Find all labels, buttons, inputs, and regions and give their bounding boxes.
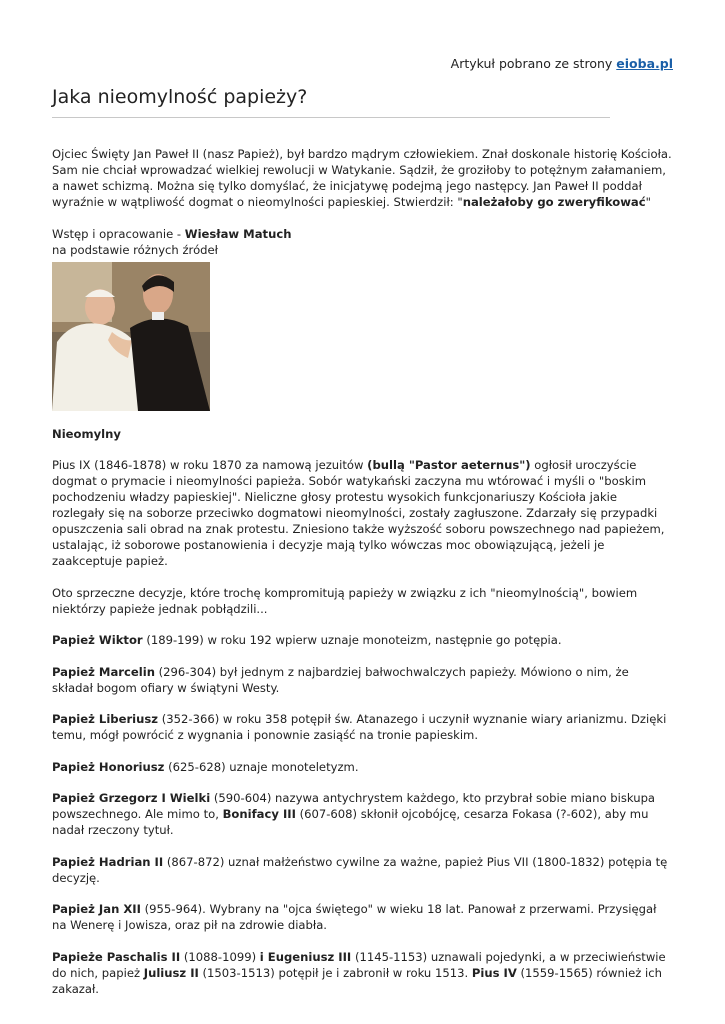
source-link[interactable]: eioba.pl [616, 56, 673, 71]
intro-paragraph: Ojciec Święty Jan Paweł II (nasz Papież), był bardzo mądrym człowiekiem. Znał doskonale historię Kościoła. Sam nie chciał wprowadzać wielkiej rewolucji w Watykanie. Sądził, że groziłoby to potężnym załamaniem, a nawet schizmą. Można się tylko domyślać, że inicjatywę podejmą jego następcy. Jan Paweł II poddał wyraźnie w wątpliwość dogmat o nieomylności papieskiej. Stwierdził: "należałoby go zweryfikować" [52, 147, 672, 209]
credits-sources: na podstawie różnych źródeł [52, 242, 218, 257]
source-note [451, 56, 673, 71]
section-heading: Nieomylny [52, 426, 121, 441]
contradictions-paragraph: Oto sprzeczne decyzje, które trochę kompromitują papieży w związku z ich "nieomylnością", bowiem niektórzy papieże jednak pobłądzili... [52, 585, 638, 616]
article-body [52, 146, 672, 1012]
credits-label: Wstęp i opracowanie - [52, 226, 185, 241]
title-divider [52, 117, 610, 118]
pope-entry-honoriusz: Papież Honoriusz (625-628) uznaje monoteletyzm. [52, 759, 359, 774]
author-name: Wiesław Matuch [184, 226, 292, 241]
pius-paragraph: Pius IX (1846-1878) w roku 1870 za namową jezuitów (bullą "Pastor aeternus") ogłosił uroczyście dogmat o prymacie i nieomylności papieża. Sobór watykański zaczyna mu wtórować i myśli o "boskim pochodzeniu władzy papieskiej". Nieliczne głosy protestu wysokich funkcjonariuszy Kościoła jakie rozlegały się na soborze przeciwko dogmatowi nieomylności, zostały zagłuszone. Zdarzały się przypadki opuszczenia sali obrad na znak protestu. Zniesiono także wyższość soboru powszechnego nad papieżem, ustalając, iż soborowe postanowienia i decyzje mają tylko wówczas moc obowiązującą, jeżeli je zaakceptuje papież. [52, 458, 665, 568]
pope-entry-marcelin: Papież Marcelin (296-304) był jednym z najbardziej bałwochwalczych papieży. Mówiono o nim, że składał bogom ofiary w świątyni Westy. [52, 664, 629, 695]
pope-entry-hadrian: Papież Hadrian II (867-872) uznał małżeństwo cywilne za ważne, papież Pius VII (1800-1832) potępia tę decyzję. [52, 854, 668, 885]
source-prefix: Artykuł pobrano ze strony [450, 56, 613, 71]
pope-entry-grzegorz: Papież Grzegorz I Wielki (590-604) nazywa antychrystem każdego, kto przybrał sobie miano biskupa powszechnego. Ale mimo to, Bonifacy III (607-608) skłonił ojcobójcę, cesarza Fokasa (?-602), aby mu nadał rzeczony tytuł. [52, 791, 656, 837]
pope-entry-jan: Papież Jan XII (955-964). Wybrany na "ojca świętego" w wieku 18 lat. Panował z przerwami. Przysięgał na Wenerę i Jowisza, oraz pił na zdrowie diabła. [52, 902, 657, 932]
pope-entry-liberiusz: Papież Liberiusz (352-366) w roku 358 potępił św. Atanazego i uczynił wyznanie wiary arianizmu. Dzięki temu, mógł powrócić z wygnania i ponownie zasiąść na tronie papieskim. [52, 712, 667, 742]
intro-quote: należałoby go zweryfikować [462, 195, 646, 209]
credits [52, 226, 672, 258]
page-title: Jaka nieomylność papieży? [52, 86, 308, 108]
bull-name: (bullą "Pastor aeternus") [367, 458, 531, 472]
pope-entry-paschalis: Papieże Paschalis II (1088-1099) i Eugeniusz III (1145-1153) uznawali pojedynki, a w przeciwieństwie do nich, papież Juliusz II (1503-1513) potępił je i zabronił w roku 1513. Pius IV (1559-1565) również ich zakazał. [52, 949, 666, 996]
pope-entry-wiktor: Papież Wiktor (189-199) w roku 192 wpierw uznaje monoteizm, następnie go potępia. [52, 633, 562, 647]
popes-photo [52, 262, 210, 411]
